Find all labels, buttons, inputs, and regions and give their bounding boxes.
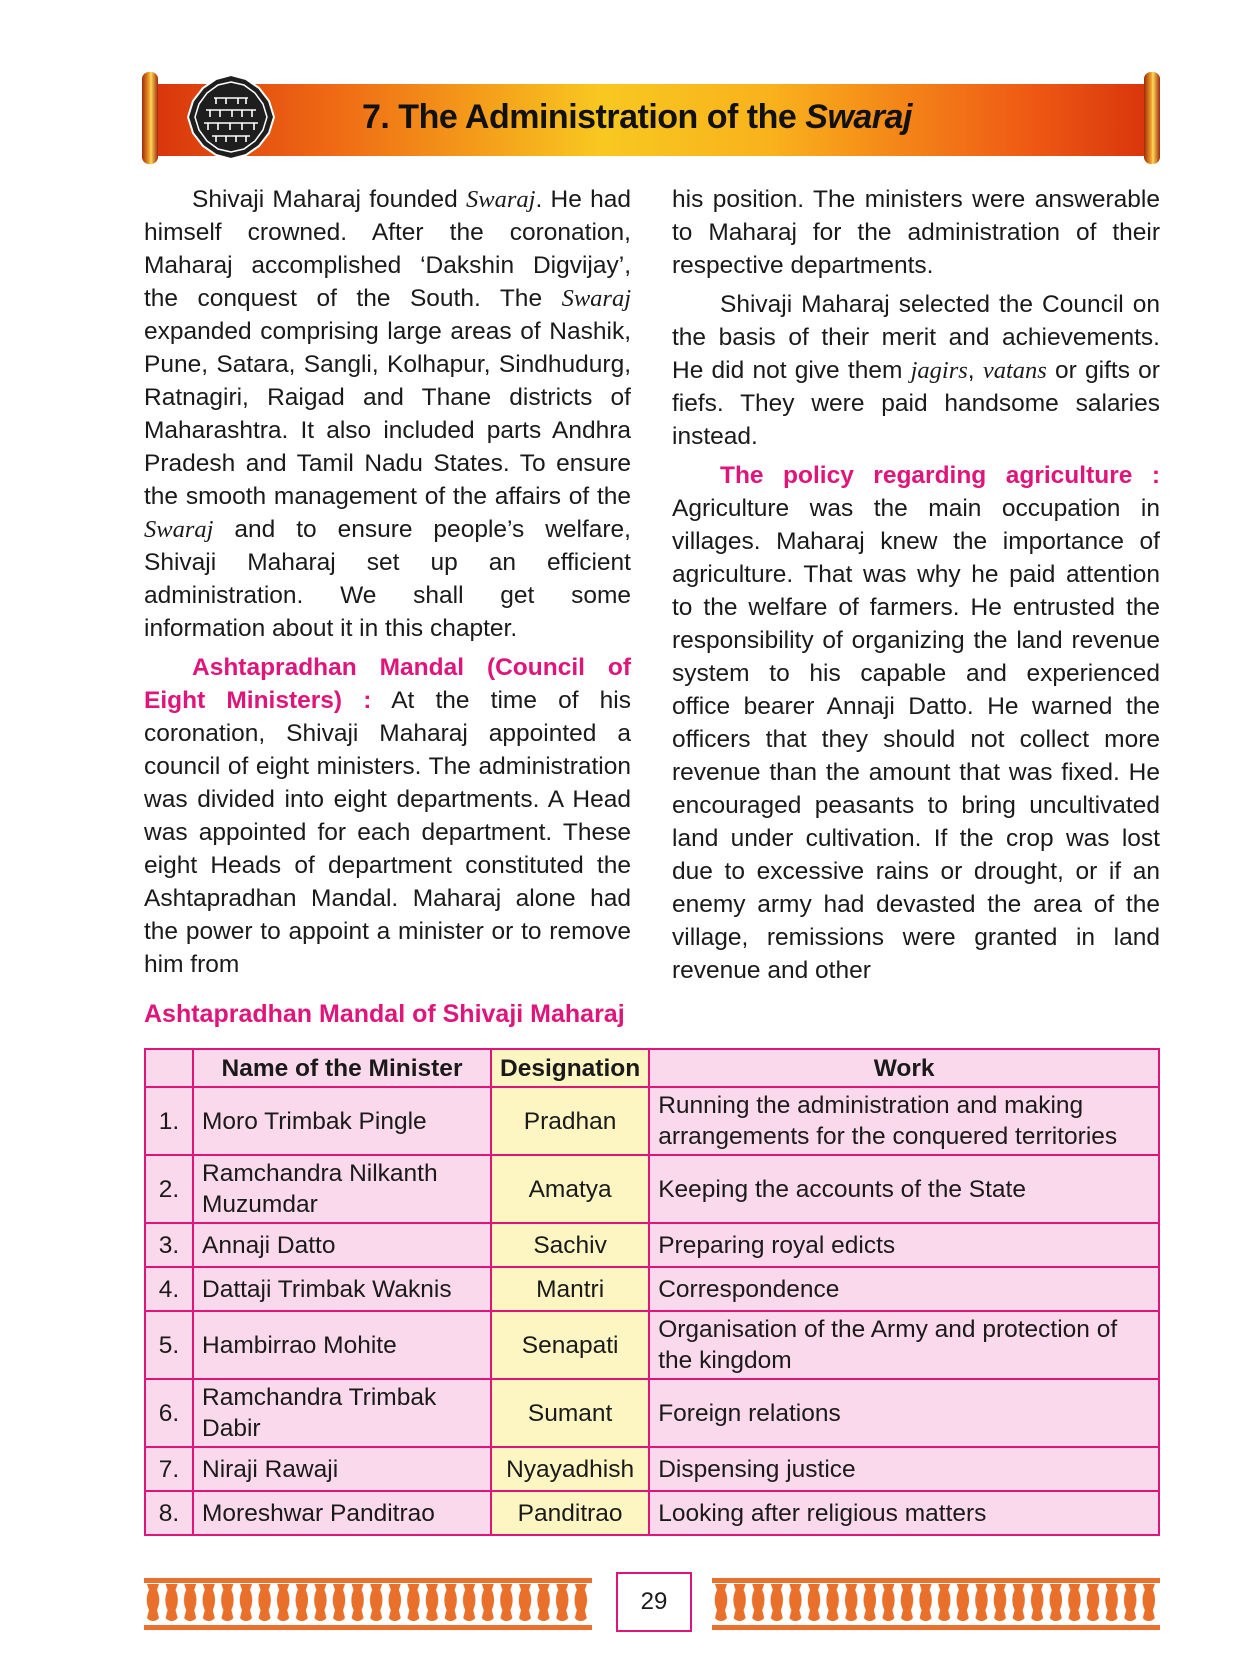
continuation-paragraph: his position. The ministers were answerable to Maharaj for the administration of their respective departments. [672, 186, 1160, 279]
header-name: Name of the Minister [193, 1049, 491, 1087]
agriculture-heading: The policy regarding agriculture : [720, 462, 1160, 489]
minister-name: Moro Trimbak Pingle [193, 1087, 491, 1155]
header-work: Work [649, 1049, 1159, 1087]
right-column [672, 183, 1160, 993]
header-number [145, 1049, 193, 1087]
chapter-title [362, 98, 912, 137]
table-row [145, 1267, 1159, 1311]
ministers-table [144, 1048, 1160, 1536]
table-row [145, 1087, 1159, 1155]
table-row [145, 1311, 1159, 1379]
work: Keeping the accounts of the State [649, 1155, 1159, 1223]
row-number: 8. [145, 1491, 193, 1535]
row-number: 2. [145, 1155, 193, 1223]
row-number: 7. [145, 1447, 193, 1491]
work: Running the administration and making arrangements for the conquered territories [649, 1087, 1159, 1155]
designation: Amatya [491, 1155, 649, 1223]
intro-paragraph: Shivaji Maharaj founded Swaraj. He had himself crowned. After the coronation, Maharaj accomplished ‘Dakshin Digvijay’, the conquest of the South. The Swaraj expanded comprising large areas of Nashik, Pune, Satara, Sangli, Kolhapur, Sindhudurg, Ratnagiri, Raigad and Thane districts of Maharashtra. It also included parts Andhra Pradesh and Tamil Nadu States. To ensure the smooth management of the affairs of the Swaraj and to ensure people’s welfare, Shivaji Maharaj set up an efficient administration. We shall get some information about it in this chapter. [144, 186, 631, 642]
work: Looking after religious matters [649, 1491, 1159, 1535]
row-number: 3. [145, 1223, 193, 1267]
frieze-ornament-left [144, 1578, 592, 1630]
table-row [145, 1491, 1159, 1535]
work: Dispensing justice [649, 1447, 1159, 1491]
designation: Senapati [491, 1311, 649, 1379]
designation: Sumant [491, 1379, 649, 1447]
designation: Pradhan [491, 1087, 649, 1155]
frieze-ornament-right [712, 1578, 1160, 1630]
page-footer [144, 1572, 1160, 1630]
row-number: 5. [145, 1311, 193, 1379]
designation: Sachiv [491, 1223, 649, 1267]
work: Correspondence [649, 1267, 1159, 1311]
minister-name: Moreshwar Panditrao [193, 1491, 491, 1535]
minister-name: Annaji Datto [193, 1223, 491, 1267]
table-header-row [145, 1049, 1159, 1087]
council-heading: Ashtapradhan Mandal (Council of Eight Ministers) : [144, 654, 631, 714]
minister-name: Dattaji Trimbak Waknis [193, 1267, 491, 1311]
work: Organisation of the Army and protection of the kingdom [649, 1311, 1159, 1379]
left-column [144, 183, 631, 987]
work: Preparing royal edicts [649, 1223, 1159, 1267]
designation: Mantri [491, 1267, 649, 1311]
scroll-roll-left [142, 72, 158, 164]
table-row [145, 1155, 1159, 1223]
table-row [145, 1447, 1159, 1491]
agriculture-paragraph: The policy regarding agriculture : Agriculture was the main occupation in villages. Maharaj knew the importance of agriculture. That was why he paid attention to the welfare of farmers. He entrusted the responsibility of organizing the land revenue system to his capable and experienced office bearer Annaji Datto. He warned the officers that they should not collect more revenue than the amount that was fixed. He encouraged peasants to bring uncultivated land under cultivation. If the crop was lost due to excessive rains or drought, or if an enemy army had devasted the area of the village, remissions were granted in land revenue and other [672, 462, 1160, 984]
scroll-roll-right [1144, 72, 1160, 164]
chapter-title-text: 7. The Administration of the [362, 98, 806, 136]
royal-seal-icon [186, 74, 276, 160]
minister-name: Ramchandra Trimbak Dabir [193, 1379, 491, 1447]
row-number: 4. [145, 1267, 193, 1311]
chapter-title-italic: Swaraj [805, 98, 912, 136]
chapter-banner [142, 72, 1160, 164]
minister-name: Niraji Rawaji [193, 1447, 491, 1491]
designation: Panditrao [491, 1491, 649, 1535]
minister-name: Hambirrao Mohite [193, 1311, 491, 1379]
page-number: 29 [616, 1572, 692, 1632]
table-row [145, 1379, 1159, 1447]
designation: Nyayadhish [491, 1447, 649, 1491]
row-number: 6. [145, 1379, 193, 1447]
header-designation: Designation [491, 1049, 649, 1087]
row-number: 1. [145, 1087, 193, 1155]
minister-name: Ramchandra Nilkanth Muzumdar [193, 1155, 491, 1223]
table-heading: Ashtapradhan Mandal of Shivaji Maharaj [144, 1000, 625, 1028]
table-row [145, 1223, 1159, 1267]
work: Foreign relations [649, 1379, 1159, 1447]
council-paragraph: Ashtapradhan Mandal (Council of Eight Ministers) : At the time of his coronation, Shivaji Maharaj appointed a council of eight ministers. The administration was divided into eight departments. A Head was appointed for each department. These eight Heads of department constituted the Ashtapradhan Mandal. Maharaj alone had the power to appoint a minister or to remove him from [144, 654, 631, 978]
selection-paragraph: Shivaji Maharaj selected the Council on the basis of their merit and achievements. He did not give them jagirs, vatans or gifts or fiefs. They were paid handsome salaries instead. [672, 291, 1160, 450]
